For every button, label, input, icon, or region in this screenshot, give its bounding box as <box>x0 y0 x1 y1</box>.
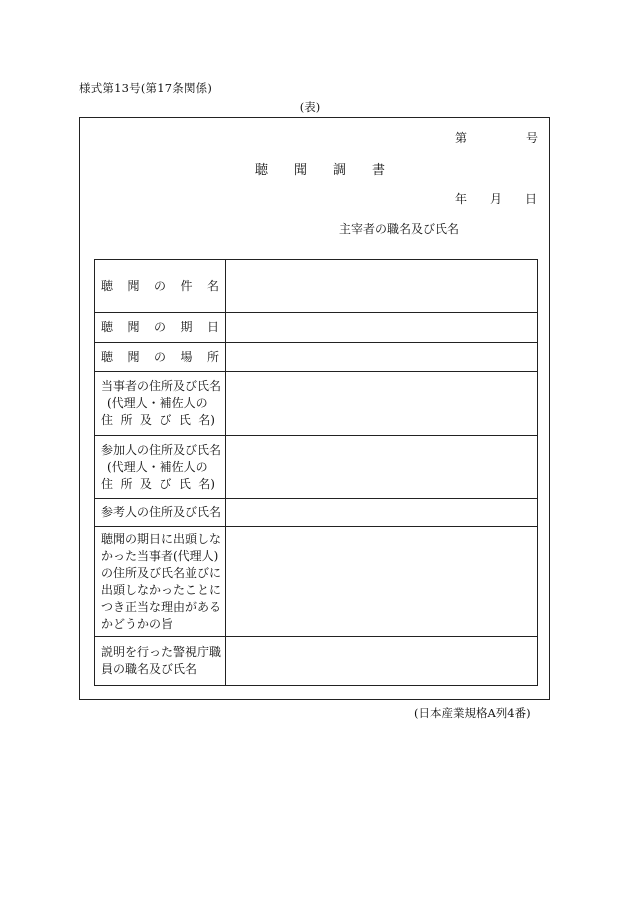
label-char: 氏 <box>178 476 191 491</box>
value-witness-address-name[interactable] <box>226 499 538 527</box>
chair-name-label: 主宰者の職名及び氏名 <box>339 222 460 236</box>
table-row <box>95 313 538 343</box>
label-participant-address-name <box>95 436 226 499</box>
table-row <box>95 260 538 313</box>
label-line: つき正当な理由がある <box>101 599 222 614</box>
value-party-address-name[interactable] <box>226 372 538 436</box>
label-hearing-place <box>95 343 226 372</box>
label-line: 参考人の住所及び氏名 <box>101 505 222 519</box>
label-line: (代理人・補佐人の <box>107 396 208 410</box>
label-explaining-official <box>95 637 226 686</box>
label-char: 名) <box>198 413 215 427</box>
label-hearing-date <box>95 313 226 343</box>
label-char: 名) <box>198 476 215 491</box>
label-char: 所 <box>120 476 133 491</box>
number-dai: 第 <box>455 131 468 145</box>
label-char: 住 <box>101 413 114 427</box>
label-char: 聞 <box>127 349 140 364</box>
number-go: 号 <box>526 131 539 145</box>
label-char: の <box>153 349 166 364</box>
label-line: 当事者の住所及び氏名 <box>101 379 222 393</box>
table-row <box>95 372 538 436</box>
label-line: (代理人・補佐人の <box>107 459 208 474</box>
label-char: 所 <box>120 413 133 427</box>
label-char: 聴 <box>101 278 114 293</box>
value-hearing-date[interactable] <box>226 313 538 343</box>
face-label: (表) <box>299 100 321 114</box>
label-char: 住 <box>101 476 114 491</box>
hearing-table <box>94 259 538 686</box>
paper-size-note: (日本産業規格A列4番) <box>414 706 531 720</box>
label-char: 及 <box>139 476 152 491</box>
table-row <box>95 499 538 527</box>
value-case-name[interactable] <box>226 260 538 313</box>
label-char: 聴 <box>101 349 114 364</box>
label-char: 及 <box>139 413 152 427</box>
date-year: 年 <box>455 192 468 206</box>
table-row <box>95 527 538 637</box>
label-char: 聴 <box>101 320 114 334</box>
title-char: 調 <box>333 163 347 178</box>
label-line: 聴聞の期日に出頭しな <box>101 531 222 546</box>
table-row <box>95 637 538 686</box>
value-hearing-place[interactable] <box>226 343 538 372</box>
label-party-address-name <box>95 372 226 436</box>
document-title <box>255 159 385 178</box>
table-row <box>95 436 538 499</box>
label-line: 参加人の住所及び氏名 <box>101 442 222 457</box>
label-line: かった当事者(代理人) <box>101 548 219 563</box>
label-witness-address-name <box>95 499 226 527</box>
label-case-name <box>95 260 226 313</box>
title-char: 聞 <box>294 163 308 178</box>
label-char: の <box>153 278 166 293</box>
label-char: 件 <box>180 278 193 293</box>
label-char: び <box>159 476 172 491</box>
label-absent-party <box>95 527 226 637</box>
form-number: 様式第13号(第17条関係) <box>79 81 213 95</box>
title-char: 聴 <box>255 163 269 178</box>
label-char: 日 <box>206 320 219 334</box>
date-day: 日 <box>525 192 538 206</box>
value-participant-address-name[interactable] <box>226 436 538 499</box>
label-char: の <box>153 320 166 334</box>
label-char: 聞 <box>127 320 140 334</box>
label-char: 場 <box>180 349 193 364</box>
label-line: 員の職名及び氏名 <box>101 662 198 676</box>
date-month: 月 <box>490 192 503 206</box>
title-char: 書 <box>372 163 386 178</box>
value-explaining-official[interactable] <box>226 637 538 686</box>
table-row <box>95 343 538 372</box>
label-line: の住所及び氏名並びに <box>101 565 222 580</box>
label-char: び <box>159 413 172 427</box>
label-line: かどうかの旨 <box>101 616 174 631</box>
label-char: 聞 <box>127 278 140 293</box>
value-absent-party[interactable] <box>226 527 538 637</box>
label-line: 説明を行った警視庁職 <box>101 645 222 659</box>
label-char: 名 <box>206 278 219 293</box>
label-char: 所 <box>206 349 219 364</box>
label-line: 出頭しなかったことに <box>101 582 222 597</box>
label-char: 期 <box>180 320 193 334</box>
label-char: 氏 <box>178 413 191 427</box>
